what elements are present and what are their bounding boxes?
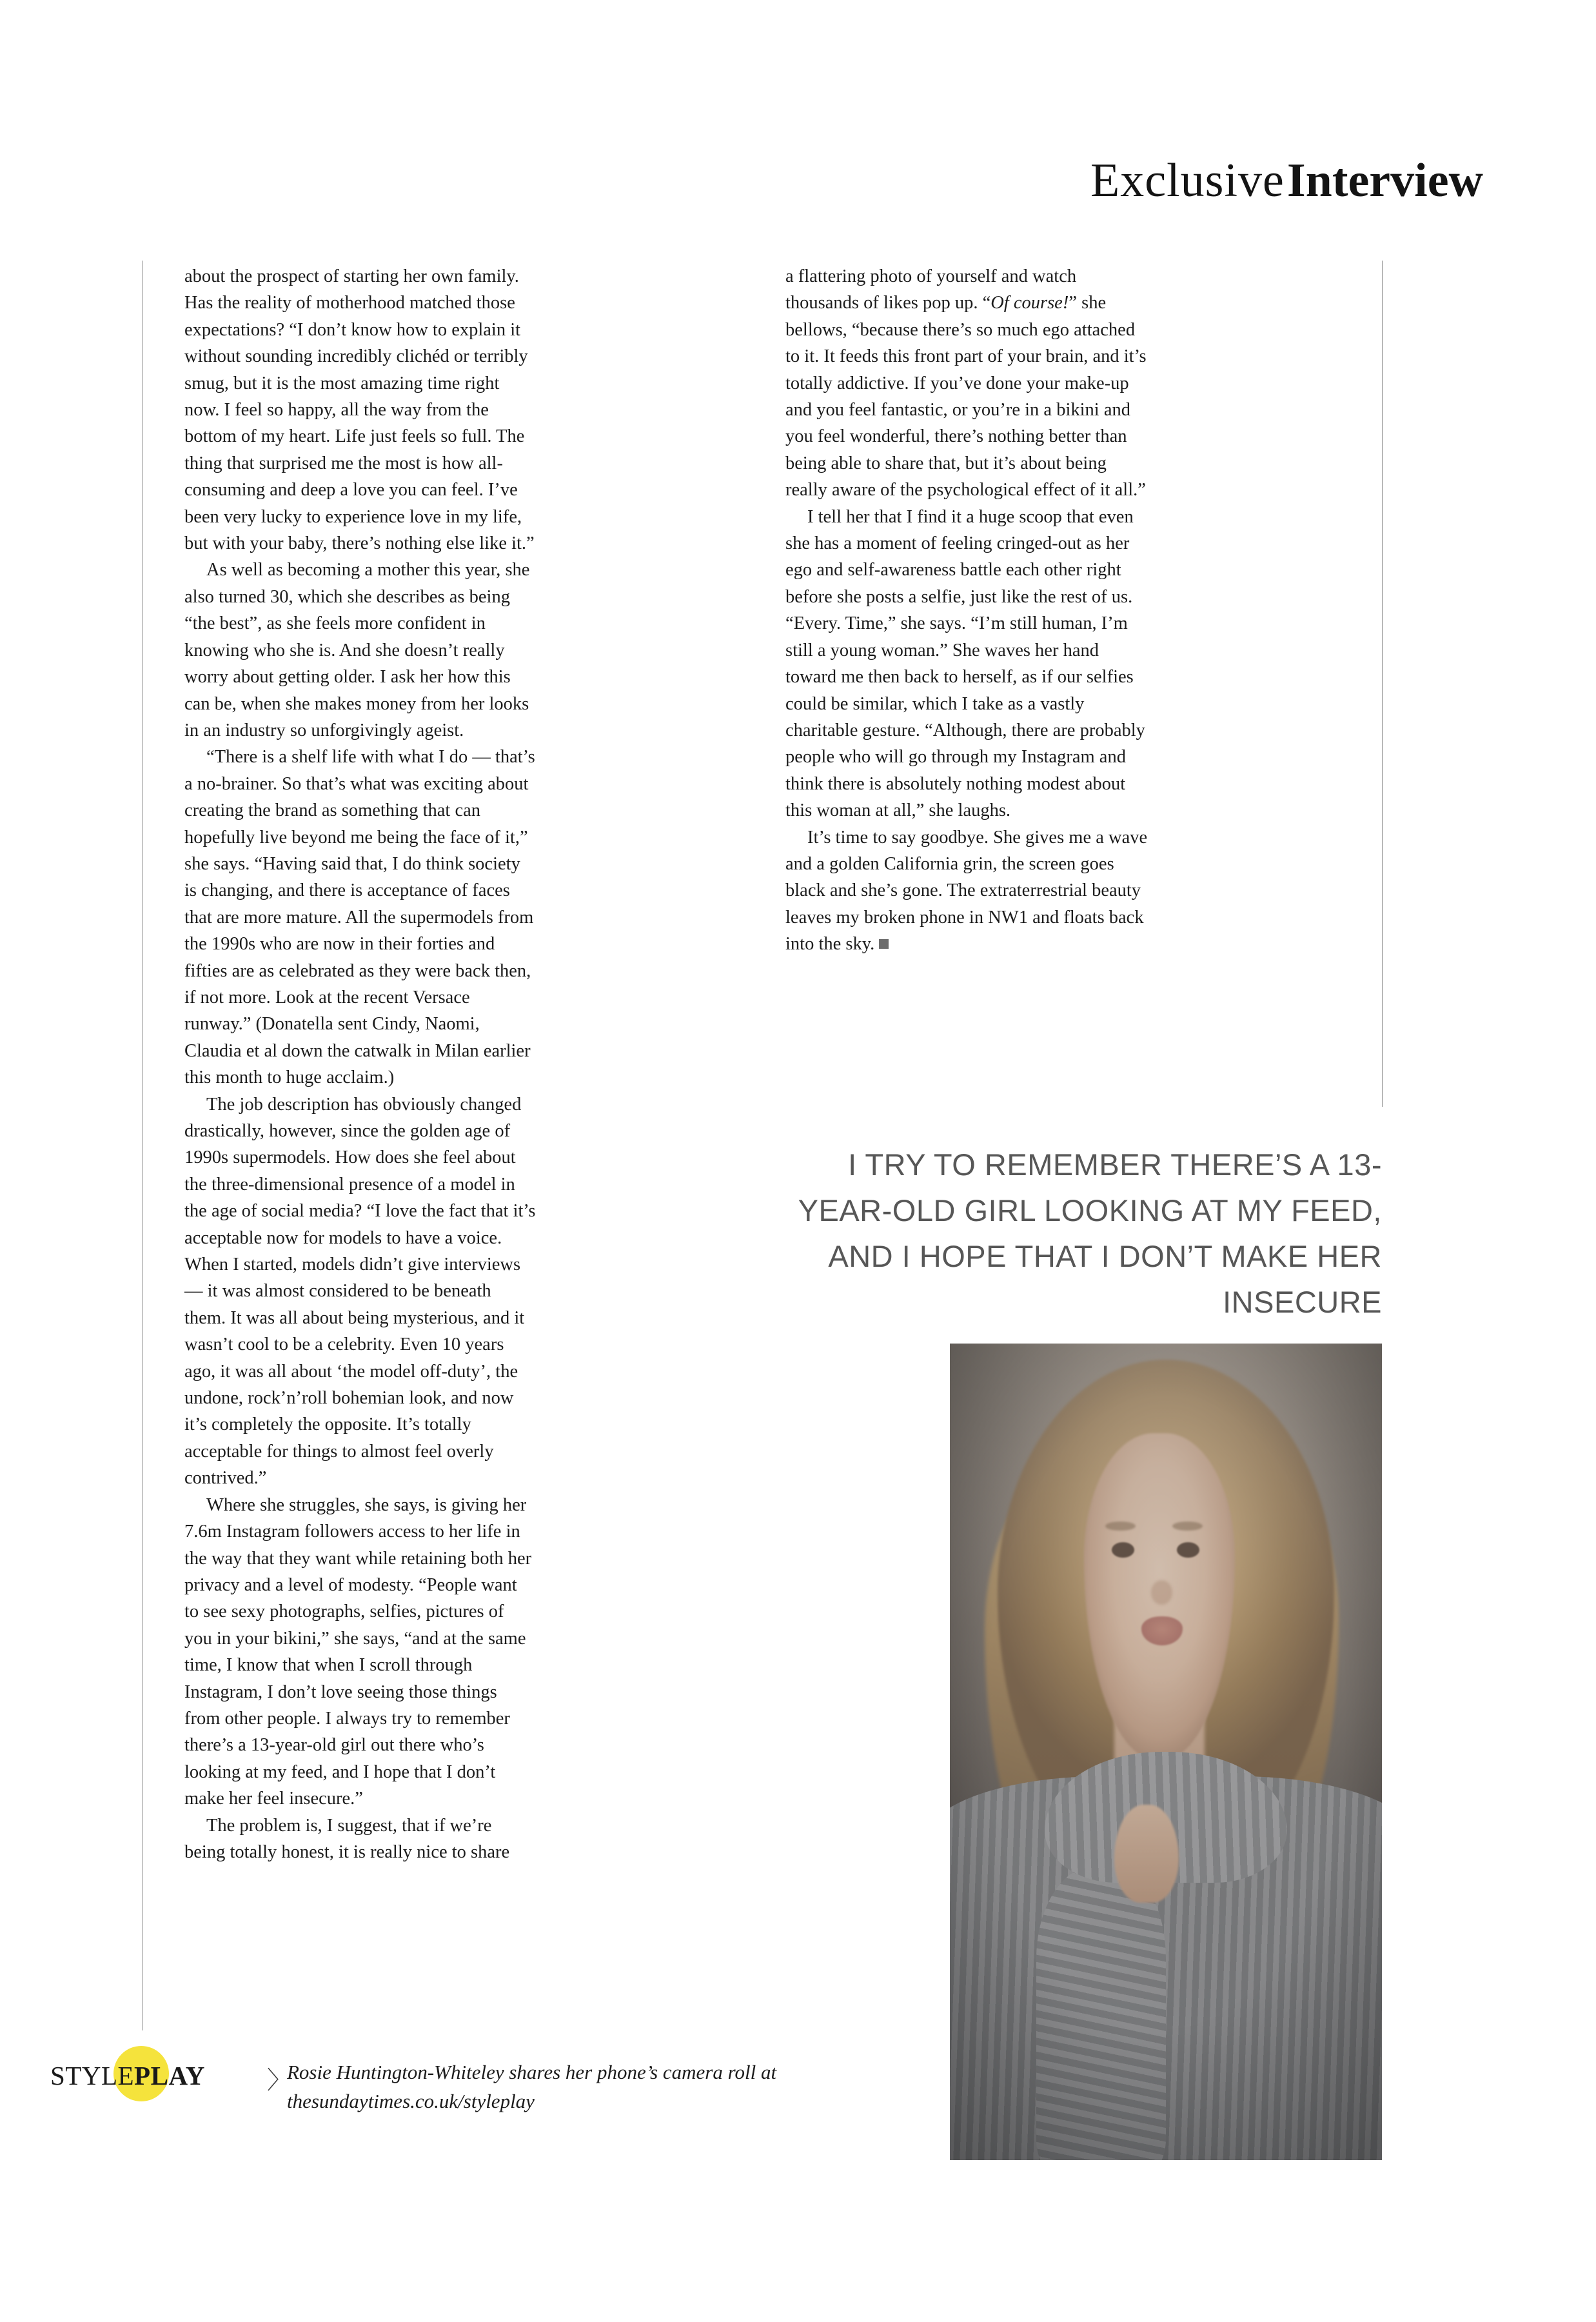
paragraph: As well as becoming a mother this year, she also turned 30, which she describes as being “the best”, as she feels more confident in knowing who she is. And she doesn’t really worry about getting older. I ask her how this can be, when she makes money from her looks in an industry so unforgivingly ageist. — [184, 560, 530, 740]
paragraph: “There is a shelf life with what I do — that’s a no-brainer. So that’s what was exciting about creating the brand as something that can hopefully live beyond me being the face of it,” she says. “Having said that, I do think society is changing, and there is acceptance of faces that are more mature. All the supermodels from the 1990s who are now in their forties and fifties are as celebrated as they were back then, if not more. Look at the recent Versace runway.” (Donatella sent Cindy, Naomi, Claudia et al down the catwalk in Milan earlier this month to huge acclaim.) — [184, 747, 535, 1088]
portrait-photo — [950, 1344, 1382, 2160]
page-header — [1090, 154, 1483, 208]
body-column-one — [184, 263, 536, 1865]
column-rule-right — [1382, 261, 1383, 1107]
pull-quote: I TRY TO REMEMBER THERE’S A 13-YEAR-OLD GIRL LOOKING AT MY FEED, AND I HOPE THAT I DON’T MAKE HER INSECURE — [798, 1147, 1382, 1319]
paragraph: a flattering photo of yourself and watch thousands of likes pop up. “Of course!” she bellows, “because there’s so much ego attached to it. It feeds this front part of your brain, and it’s totally addictive. If you’ve done your make-up and you feel fantastic, or you’re in a bikini and you feel wonderful, there’s nothing better than being able to share that, but it’s about being really aware of the psychological effect of it all.” — [785, 266, 1147, 501]
body-column-two — [785, 263, 1150, 958]
paragraph: Where she struggles, she says, is giving her 7.6m Instagram followers access to her life in the way that they want while retaining both her privacy and a level of modesty. “People want to see sexy photographs, selfies, pictures of you in your bikini,” she says, “and at the same time, I know that when I scroll through Instagram, I don’t love seeing those things from other people. I always try to remember there’s a 13-year-old girl out there who’s looking at my feed, and I hope that I don’t make her feel insecure.” — [184, 1494, 532, 1809]
styleplay-logo — [50, 2060, 205, 2091]
paragraph-final — [785, 824, 1150, 958]
paragraph: I tell her that I find it a huge scoop that even she has a moment of feeling cringed-out as her ego and self-awareness battle each other right before she posts a selfie, just like the rest of us. “Every. Time,” she says. “I’m still human, I’m still a young woman.” She waves her hand toward me then back to herself, as if our selfies could be similar, which I take as a vastly charitable gesture. “Although, there are probably people who will go through my Instagram and think there is absolutely nothing modest about this woman at all,” she laughs. — [785, 506, 1145, 821]
footer-strap — [50, 2043, 856, 2134]
photo-vignette — [950, 1344, 1382, 2160]
paragraph: The problem is, I suggest, that if we’re being totally honest, it is really nice to share — [184, 1815, 510, 1862]
end-mark-icon — [879, 939, 889, 949]
logo-play: PLAY — [134, 2061, 205, 2090]
logo-style: STYLE — [50, 2061, 135, 2090]
italic-quote: Of course! — [990, 293, 1069, 313]
paragraph: The job description has obviously changed drastically, however, since the golden age of 1990s supermodels. How does she feel about the three-dimensional presence of a model in the age of social media? “I love the fact that it’s acceptable now for models to have a voice. When I started, models didn’t give interviews — it was almost considered to be beneath them. It was all about being mysterious, and it wasn’t cool to be a celebrity. Even 10 years ago, it was all about ‘the model off-duty’, the undone, rock’n’roll bohemian look, and now it’s completely the opposite. It’s totally acceptable for things to almost feel overly contrived.” — [184, 1094, 536, 1489]
header-word-interview: Interview — [1286, 154, 1483, 207]
footer-text: Rosie Huntington-Whiteley shares her phone’s camera roll at thesundaytimes.co.uk/styleplay — [287, 2061, 777, 2112]
paragraph-text: It’s time to say goodbye. She gives me a wave and a golden California grin, the screen goes black and she’s gone. The extraterrestrial beauty leaves my broken phone in NW1 and floats back into the sky. — [785, 827, 1148, 955]
chevron-right-icon: 〉 — [267, 2067, 292, 2094]
paragraph: about the prospect of starting her own family. Has the reality of motherhood matched those expectations? “I don’t know how to explain it without sounding incredibly clichéd or terribly smug, but it is the most amazing time right now. I feel so happy, all the way from the bottom of my heart. Life just feels so full. The thing that surprised me the most is how all-consuming and deep a love you can feel. I’ve been very lucky to experience love in my life, but with your baby, there’s nothing else like it.” — [184, 266, 535, 554]
header-word-exclusive: Exclusive — [1090, 154, 1285, 207]
